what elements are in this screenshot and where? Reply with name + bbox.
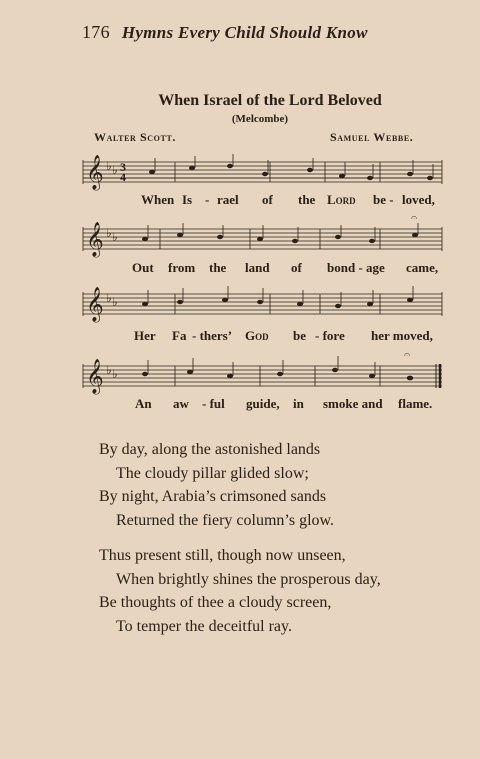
lyric-syllable: - thers’: [192, 328, 233, 343]
lyric-syllable: loved,: [402, 192, 435, 207]
verse-line: By night, Arabia’s crimsoned sands: [99, 488, 327, 505]
verse-line: When brightly shines the prosperous day,: [116, 570, 381, 588]
lyric-syllable: When: [141, 192, 175, 207]
svg-text:𝄞: 𝄞: [86, 360, 104, 393]
lyric-syllable: guide,: [246, 396, 280, 411]
music-staff-3: [80, 282, 446, 327]
verse-line: Returned the fiery column’s glow.: [116, 511, 335, 529]
svg-text:𝄞: 𝄞: [86, 156, 104, 189]
running-title: Hymns Every Child Should Know: [121, 23, 368, 42]
svg-text:𝄐: 𝄐: [404, 350, 411, 361]
lyric-syllable: - fore: [315, 328, 345, 343]
running-header: [82, 22, 368, 43]
author-name: Walter Scott.: [94, 130, 176, 144]
svg-text:♭: ♭: [106, 159, 112, 173]
music-staff-2: [80, 213, 446, 263]
svg-text:𝄐: 𝄐: [411, 213, 418, 224]
lyric-syllable: -: [205, 192, 210, 207]
svg-text:♭: ♭: [106, 291, 112, 305]
lyric-syllable: An: [135, 396, 152, 411]
verse-line: To temper the deceitful ray.: [116, 617, 292, 635]
svg-text:𝄞: 𝄞: [86, 288, 104, 321]
lyric-syllable: aw: [173, 396, 189, 411]
verse-line: The cloudy pillar glided slow;: [116, 464, 309, 482]
lyric-line-1: [0, 192, 480, 210]
composer-name: Samuel Webbe.: [330, 130, 414, 144]
music-staff-4: [80, 350, 446, 398]
svg-text:♭: ♭: [106, 363, 112, 377]
lyric-line-2: [0, 260, 480, 278]
hymn-title: When Israel of the Lord Beloved: [158, 92, 382, 109]
lyric-syllable: rael: [217, 192, 239, 207]
lyric-syllable: land: [245, 260, 270, 275]
svg-text:♭: ♭: [112, 230, 118, 244]
lyric-syllable: Is: [182, 192, 193, 207]
lyric-syllable: be -: [373, 192, 394, 207]
lyric-line-4: [0, 396, 480, 414]
lyric-syllable: Fa: [172, 328, 187, 343]
lyric-syllable: - ful: [202, 396, 225, 411]
verse-line: By day, along the astonished lands: [99, 441, 321, 458]
lyric-syllable: of: [262, 192, 273, 207]
lyric-syllable: the: [209, 260, 227, 275]
lyric-syllable: came,: [406, 260, 439, 275]
svg-text:♭: ♭: [112, 163, 118, 177]
lyric-syllable: be: [293, 328, 306, 343]
lyric-syllable: Lord: [327, 192, 356, 207]
lyric-syllable: of: [291, 260, 302, 275]
lyric-line-3: [0, 328, 480, 346]
lyric-syllable: the: [298, 192, 316, 207]
svg-text:♭: ♭: [112, 295, 118, 309]
page-number: 176: [82, 22, 110, 42]
svg-text:𝄞: 𝄞: [86, 223, 104, 256]
lyric-syllable: from: [168, 260, 196, 275]
svg-text:4: 4: [120, 170, 126, 184]
music-staff-1: [80, 152, 446, 197]
lyric-syllable: God: [245, 328, 269, 343]
lyric-syllable: her moved,: [371, 328, 433, 343]
lyric-syllable: smoke and: [323, 396, 383, 411]
lyric-syllable: Her: [134, 328, 156, 343]
stanza-3: [99, 544, 381, 638]
lyric-syllable: flame.: [398, 396, 433, 411]
svg-text:♭: ♭: [106, 226, 112, 240]
lyric-syllable: bond - age: [327, 260, 385, 275]
tune-name: (Melcombe): [231, 113, 289, 125]
svg-text:3: 3: [120, 160, 126, 174]
verse-line: Thus present still, though now unseen,: [99, 547, 346, 564]
verse-line: Be thoughts of thee a cloudy screen,: [99, 594, 332, 611]
lyric-syllable: in: [293, 396, 304, 411]
lyric-syllable: Out: [132, 260, 154, 275]
stanza-2: [99, 438, 334, 532]
svg-text:♭: ♭: [112, 367, 118, 381]
